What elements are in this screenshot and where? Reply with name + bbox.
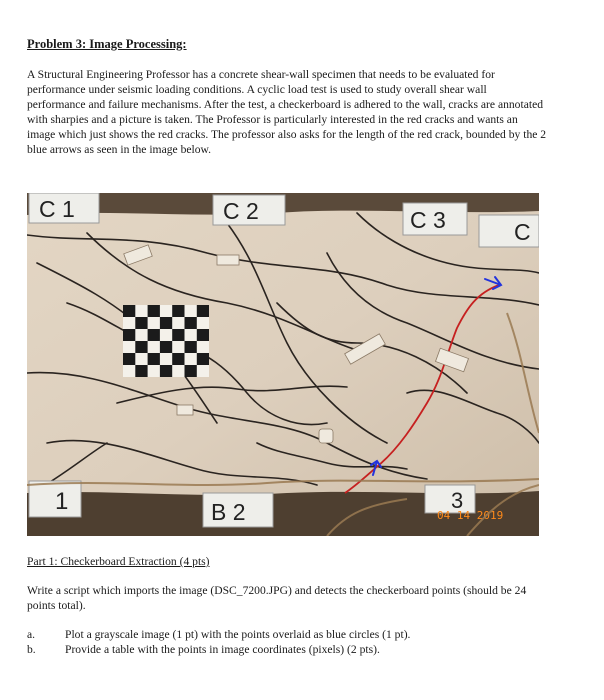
svg-text:1: 1 [55, 488, 69, 515]
list-item [27, 642, 537, 657]
label-b2 [203, 493, 273, 527]
checkerboard [123, 305, 209, 377]
svg-text:C: C [514, 219, 531, 245]
svg-text:3: 3 [451, 488, 464, 513]
label-c3 [403, 203, 467, 235]
svg-text:C 1: C 1 [39, 196, 75, 222]
svg-text:B 2: B 2 [211, 499, 246, 525]
label-c2 [213, 195, 285, 225]
label-c1 [29, 193, 99, 223]
date-stamp: 04 14 2019 [437, 509, 504, 522]
svg-text:C 2: C 2 [223, 198, 259, 224]
photo-illustration [27, 193, 539, 536]
part1-task: Write a script which imports the image (DSC_7200.JPG) and detects the checkerboard points (should be 24 points total). [27, 584, 527, 612]
list-marker: a. [27, 628, 36, 641]
svg-text:C 3: C 3 [410, 207, 446, 233]
list-item [27, 627, 537, 642]
problem-intro: A Structural Engineering Professor has a concrete shear-wall specimen that needs to be evaluated for performance under seismic loading conditions. A cyclic load test is used to study overall shear wall performance and failure mechanisms. After the test, a checkerboard is adhered to the wall, cracks are annotated with sharpies and a picture is taken. The Professor is particularly interested in the red cracks and wants an image which just shows the red cracks. The professor also asks for the length of the red crack, bounded by the 2 blue arrows as seen in the image below. [27, 68, 547, 156]
shear-wall-photo [27, 193, 539, 536]
label-b1 [29, 481, 81, 517]
problem-heading: Problem 3: Image Processing: [27, 37, 187, 51]
list-text: Plot a grayscale image (1 pt) with the points overlaid as blue circles (1 pt). [65, 628, 411, 641]
label-c4 [479, 215, 539, 247]
part1-subitems [27, 627, 537, 657]
list-marker: b. [27, 643, 36, 656]
part1-heading: Part 1: Checkerboard Extraction (4 pts) [27, 555, 210, 568]
list-text: Provide a table with the points in image coordinates (pixels) (2 pts). [65, 643, 380, 656]
